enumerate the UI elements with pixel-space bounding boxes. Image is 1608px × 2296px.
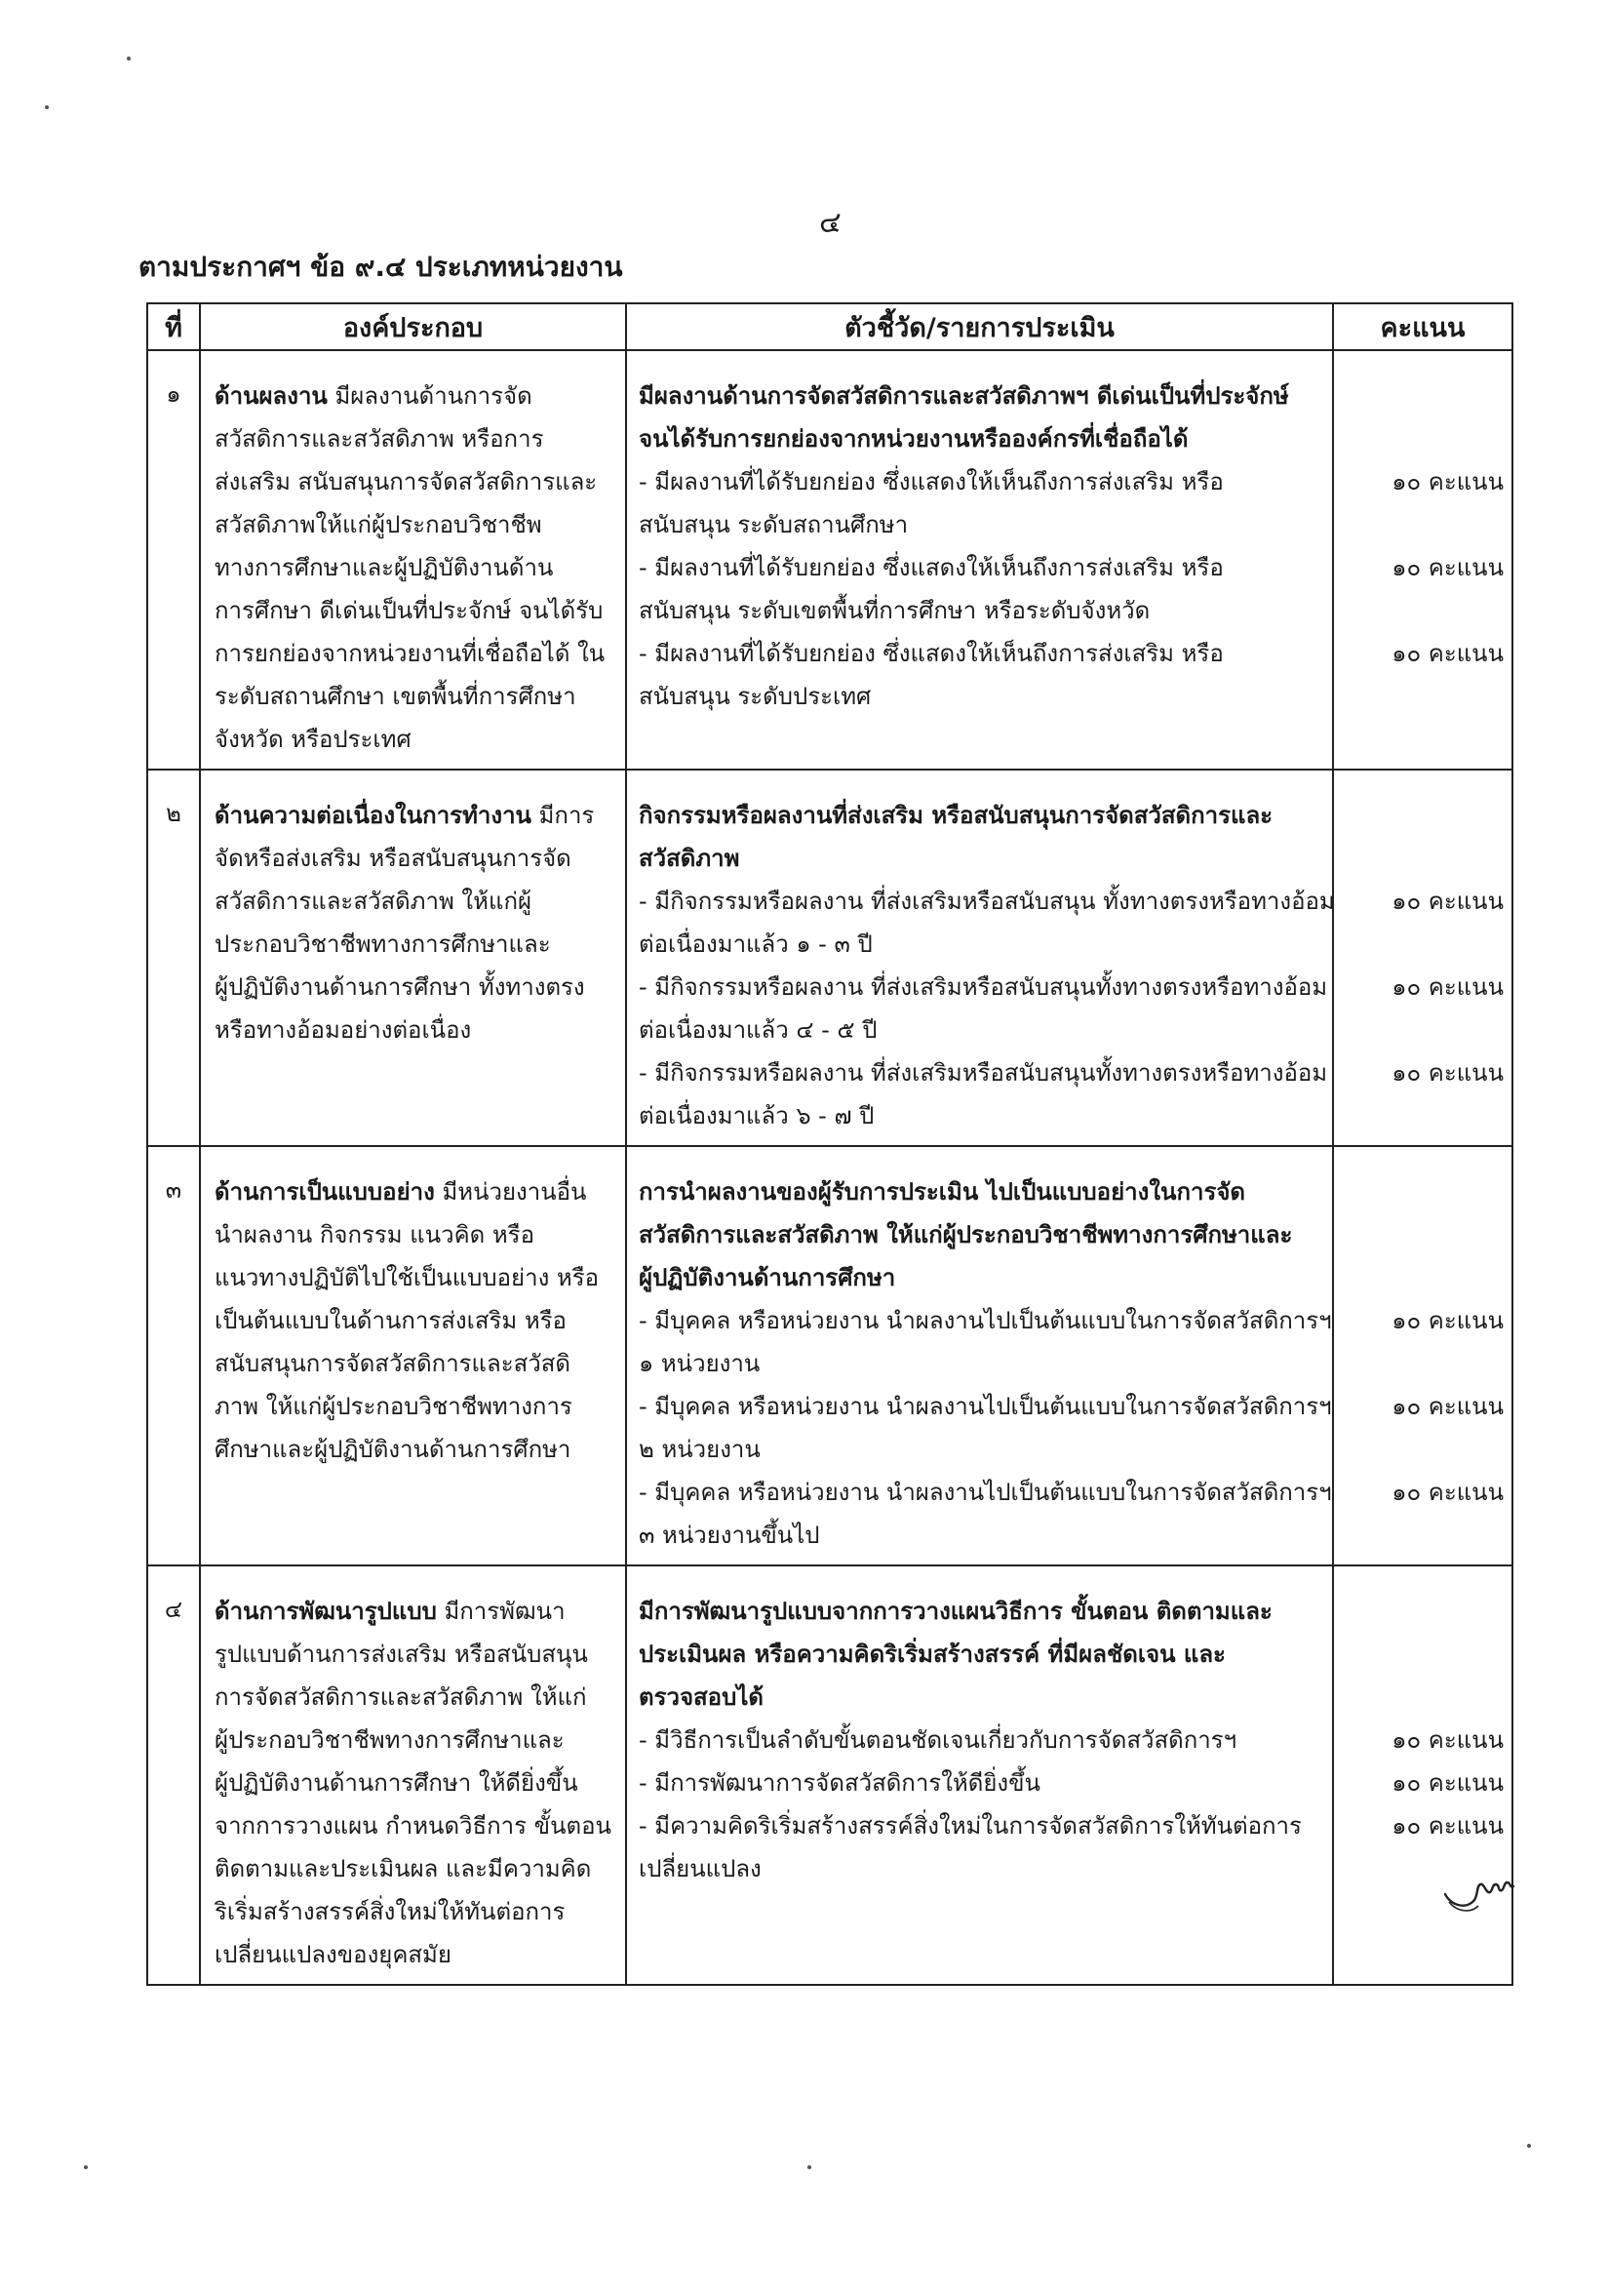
component-line — [215, 1213, 615, 1256]
score-value: ๑๐ คะแนน — [1392, 973, 1504, 1001]
indicator-line: - มีวิธีการเป็นลำดับขั้นตอนชัดเจนเกี่ยวกับการจัดสวัสดิการฯ — [639, 1726, 1237, 1754]
component-text: หรือทางอ้อมอย่างต่อเนื่อง — [215, 1016, 472, 1044]
indicator-heading-line: มีการพัฒนารูปแบบจากการวางแผนวิธีการ ขั้นตอน ติดตามและ — [639, 1598, 1273, 1625]
indicator-line: - มีบุคคล หรือหน่วยงาน นำผลงานไปเป็นต้นแบบในการจัดสวัสดิการฯ — [639, 1479, 1332, 1506]
score-value — [1342, 1633, 1504, 1676]
component-title: ด้านผลงาน — [215, 382, 328, 410]
indicator-cell — [626, 1565, 1333, 1985]
indicator-line: - มีกิจกรรมหรือผลงาน ที่ส่งเสริมหรือสนับสนุนทั้งทางตรงหรือทางอ้อม — [639, 1059, 1328, 1087]
component-text: ศึกษาและผู้ปฏิบัติงานด้านการศึกษา — [215, 1436, 571, 1463]
score-value — [1342, 1676, 1504, 1719]
table-row — [147, 1565, 1512, 1985]
indicator-line: ต่อเนื่องมาแล้ว ๔ - ๕ ปี — [639, 1016, 878, 1044]
component-line — [215, 1170, 615, 1213]
component-line — [215, 1804, 615, 1847]
component-text: มีการ — [530, 802, 595, 829]
score-value: ๑๐ คะแนน — [1392, 1307, 1504, 1334]
score-cell — [1333, 1146, 1512, 1565]
component-text: แนวทางปฏิบัติไปใช้เป็นแบบอย่าง หรือ — [215, 1264, 600, 1291]
component-line — [215, 880, 615, 923]
component-text: สวัสดิการและสวัสดิภาพ ให้แก่ผู้ — [215, 888, 532, 915]
component-text: ผู้ปฏิบัติงานด้านการศึกษา ให้ดียิ่งขึ้น — [215, 1769, 578, 1797]
score-value — [1342, 1213, 1504, 1256]
section-heading: ตามประกาศฯ ข้อ ๙.๔ ประเภทหน่วยงาน — [138, 251, 623, 283]
component-line — [215, 1719, 615, 1762]
indicator-line: - มีความคิดริเริ่มสร้างสรรค์สิ่งใหม่ในการจัดสวัสดิการให้ทันต่อการ — [639, 1812, 1302, 1840]
indicator-heading-line: มีผลงานด้านการจัดสวัสดิการและสวัสดิภาพฯ ดีเด่นเป็นที่ประจักษ์ — [639, 382, 1289, 410]
component-line — [215, 1847, 615, 1890]
indicator-heading-line: กิจกรรมหรือผลงานที่ส่งเสริม หรือสนับสนุนการจัดสวัสดิการและ — [639, 802, 1274, 829]
component-text: เป็นต้นแบบในด้านการส่งเสริม หรือ — [215, 1307, 567, 1334]
component-cell — [200, 770, 626, 1146]
component-title: ด้านการเป็นแบบอย่าง — [215, 1178, 435, 1206]
indicator-line: สนับสนุน ระดับสถานศึกษา — [639, 511, 909, 538]
component-line — [215, 794, 615, 837]
component-text: จังหวัด หรือประเทศ — [215, 726, 412, 753]
score-value: ๑๐ คะแนน — [1392, 640, 1504, 667]
scan-speck — [127, 57, 131, 60]
indicator-heading-line: ประเมินผล หรือความคิดริเริ่มสร้างสรรค์ ที่มีผลชัดเจน และ — [639, 1641, 1226, 1668]
score-value — [1342, 589, 1504, 632]
component-line — [215, 1385, 615, 1428]
component-text: สวัสดิการและสวัสดิภาพ หรือการ — [215, 425, 544, 453]
component-text: จากการวางแผน กำหนดวิธีการ ขั้นตอน — [215, 1812, 611, 1840]
table-row — [147, 770, 1512, 1146]
component-text: การจัดสวัสดิการและสวัสดิภาพ ให้แก่ — [215, 1683, 587, 1711]
component-line — [215, 1009, 615, 1051]
component-text: ภาพ ให้แก่ผู้ประกอบวิชาชีพทางการ — [215, 1393, 572, 1420]
indicator-line: สนับสนุน ระดับเขตพื้นที่การศึกษา หรือระดับจังหวัด — [639, 597, 1151, 624]
indicator-line: - มีกิจกรรมหรือผลงาน ที่ส่งเสริมหรือสนับสนุน ทั้งทางตรงหรือทางอ้อม — [639, 888, 1335, 915]
component-text: ผู้ปฏิบัติงานด้านการศึกษา ทั้งทางตรง — [215, 973, 585, 1001]
row-number: ๔ — [147, 1565, 200, 1985]
component-text: ติดตามและประเมินผล และมีความคิด — [215, 1855, 592, 1882]
component-line — [215, 1256, 615, 1299]
component-text: จัดหรือส่งเสริม หรือสนับสนุนการจัด — [215, 845, 571, 872]
header-no: ที่ — [147, 303, 200, 350]
indicator-line: สนับสนุน ระดับประเทศ — [639, 683, 872, 710]
component-line — [215, 1590, 615, 1633]
score-value — [1342, 1590, 1504, 1633]
component-line — [215, 837, 615, 880]
score-value — [1342, 503, 1504, 546]
indicator-heading-line: สวัสดิภาพ — [639, 845, 740, 872]
indicator-line: ๒ หน่วยงาน — [639, 1436, 761, 1463]
score-cell — [1333, 350, 1512, 770]
indicator-cell — [626, 770, 1333, 1146]
score-value: ๑๐ คะแนน — [1392, 1393, 1504, 1420]
row-number: ๑ — [147, 350, 200, 770]
indicator-line: - มีบุคคล หรือหน่วยงาน นำผลงานไปเป็นต้นแบบในการจัดสวัสดิการฯ — [639, 1393, 1332, 1420]
score-value — [1342, 837, 1504, 880]
component-line — [215, 503, 615, 546]
component-line — [215, 718, 615, 761]
score-value — [1342, 417, 1504, 460]
component-line — [215, 632, 615, 675]
indicator-line: ต่อเนื่องมาแล้ว ๑ - ๓ ปี — [639, 930, 873, 958]
component-line — [215, 1633, 615, 1676]
component-text: มีหน่วยงานอื่น — [434, 1178, 587, 1206]
component-text: การศึกษา ดีเด่นเป็นที่ประจักษ์ จนได้รับ — [215, 597, 604, 624]
indicator-line: - มีผลงานที่ได้รับยกย่อง ซึ่งแสดงให้เห็นถึงการส่งเสริม หรือ — [639, 468, 1224, 495]
component-line — [215, 675, 615, 718]
component-text: ประกอบวิชาชีพทางการศึกษาและ — [215, 930, 551, 958]
component-text: รูปแบบด้านการส่งเสริม หรือสนับสนุน — [215, 1641, 588, 1668]
component-line — [215, 966, 615, 1009]
header-component: องค์ประกอบ — [200, 303, 626, 350]
indicator-line: เปลี่ยนแปลง — [639, 1855, 762, 1882]
header-score: คะแนน — [1333, 303, 1512, 350]
component-title: ด้านการพัฒนารูปแบบ — [215, 1598, 437, 1625]
component-text: สนับสนุนการจัดสวัสดิการและสวัสดิ — [215, 1350, 570, 1377]
score-value — [1342, 1256, 1504, 1299]
row-number: ๒ — [147, 770, 200, 1146]
score-value: ๑๐ คะแนน — [1392, 888, 1504, 915]
component-line — [215, 1299, 615, 1342]
component-cell — [200, 1565, 626, 1985]
scan-speck — [1527, 2144, 1531, 2148]
indicator-line: - มีการพัฒนาการจัดสวัสดิการให้ดียิ่งขึ้น — [639, 1769, 1040, 1797]
component-line — [215, 546, 615, 589]
component-line — [215, 1428, 615, 1471]
score-value — [1342, 1428, 1504, 1471]
component-line — [215, 923, 615, 966]
criteria-table — [146, 302, 1513, 1986]
component-cell — [200, 350, 626, 770]
score-value — [1342, 923, 1504, 966]
component-line — [215, 1933, 615, 1976]
scan-speck — [807, 2165, 811, 2169]
score-value — [1342, 375, 1504, 417]
indicator-line: ๑ หน่วยงาน — [639, 1350, 761, 1377]
indicator-heading-line: สวัสดิการและสวัสดิภาพ ให้แก่ผู้ประกอบวิชาชีพทางการศึกษาและ — [639, 1221, 1293, 1248]
component-text: มีผลงานด้านการจัด — [327, 382, 532, 410]
component-text: ทางการศึกษาและผู้ปฏิบัติงานด้าน — [215, 554, 554, 581]
score-cell — [1333, 1565, 1512, 1985]
component-line — [215, 1676, 615, 1719]
component-text: การยกย่องจากหน่วยงานที่เชื่อถือได้ ใน — [215, 640, 606, 667]
component-text: มีการพัฒนา — [436, 1598, 566, 1625]
component-text: สวัสดิภาพให้แก่ผู้ประกอบวิชาชีพ — [215, 511, 542, 538]
indicator-line: ต่อเนื่องมาแล้ว ๖ - ๗ ปี — [639, 1102, 875, 1129]
component-line — [215, 1762, 615, 1804]
component-text: ริเริ่มสร้างสรรค์สิ่งใหม่ให้ทันต่อการ — [215, 1898, 566, 1925]
indicator-line: - มีกิจกรรมหรือผลงาน ที่ส่งเสริมหรือสนับสนุนทั้งทางตรงหรือทางอ้อม — [639, 973, 1328, 1001]
score-cell — [1333, 770, 1512, 1146]
scan-speck — [84, 2165, 88, 2169]
scan-speck — [45, 105, 49, 109]
score-value — [1342, 1009, 1504, 1051]
score-value — [1342, 1342, 1504, 1385]
indicator-cell — [626, 1146, 1333, 1565]
table-row — [147, 350, 1512, 770]
score-value: ๑๐ คะแนน — [1392, 1769, 1504, 1797]
page-number: ๔ — [819, 206, 842, 240]
component-text: นำผลงาน กิจกรรม แนวคิด หรือ — [215, 1221, 534, 1248]
component-line — [215, 417, 615, 460]
component-line — [215, 589, 615, 632]
score-value: ๑๐ คะแนน — [1392, 1812, 1504, 1840]
indicator-heading-line: จนได้รับการยกย่องจากหน่วยงานหรือองค์กรที่เชื่อถือได้ — [639, 425, 1189, 453]
component-title: ด้านความต่อเนื่องในการทำงาน — [215, 802, 531, 829]
score-value — [1342, 1170, 1504, 1213]
component-text: ส่งเสริม สนับสนุนการจัดสวัสดิการและ — [215, 468, 598, 495]
component-line — [215, 1890, 615, 1933]
table-header-row — [147, 303, 1512, 350]
score-value: ๑๐ คะแนน — [1392, 554, 1504, 581]
component-line — [215, 460, 615, 503]
indicator-cell — [626, 350, 1333, 770]
indicator-line: - มีผลงานที่ได้รับยกย่อง ซึ่งแสดงให้เห็นถึงการส่งเสริม หรือ — [639, 640, 1224, 667]
table-body — [147, 350, 1512, 1985]
indicator-line: - มีบุคคล หรือหน่วยงาน นำผลงานไปเป็นต้นแบบในการจัดสวัสดิการฯ — [639, 1307, 1332, 1334]
score-value — [1342, 794, 1504, 837]
indicator-heading-line: ผู้ปฏิบัติงานด้านการศึกษา — [639, 1264, 896, 1291]
component-line — [215, 375, 615, 417]
component-line — [215, 1342, 615, 1385]
indicator-heading-line: ตรวจสอบได้ — [639, 1683, 764, 1711]
indicator-heading-line: การนำผลงานของผู้รับการประเมิน ไปเป็นแบบอย่างในการจัด — [639, 1178, 1246, 1206]
table-row — [147, 1146, 1512, 1565]
score-value: ๑๐ คะแนน — [1392, 1479, 1504, 1506]
score-value: ๑๐ คะแนน — [1392, 468, 1504, 495]
header-indicator: ตัวชี้วัด/รายการประเมิน — [626, 303, 1333, 350]
score-value: ๑๐ คะแนน — [1392, 1726, 1504, 1754]
component-cell — [200, 1146, 626, 1565]
component-text: ระดับสถานศึกษา เขตพื้นที่การศึกษา — [215, 683, 576, 710]
row-number: ๓ — [147, 1146, 200, 1565]
indicator-line: - มีผลงานที่ได้รับยกย่อง ซึ่งแสดงให้เห็นถึงการส่งเสริม หรือ — [639, 554, 1224, 581]
component-text: เปลี่ยนแปลงของยุคสมัย — [215, 1941, 451, 1968]
indicator-line: ๓ หน่วยงานขึ้นไป — [639, 1522, 820, 1549]
signature-mark — [1441, 1873, 1517, 1918]
component-text: ผู้ประกอบวิชาชีพทางการศึกษาและ — [215, 1726, 565, 1754]
score-value: ๑๐ คะแนน — [1392, 1059, 1504, 1087]
